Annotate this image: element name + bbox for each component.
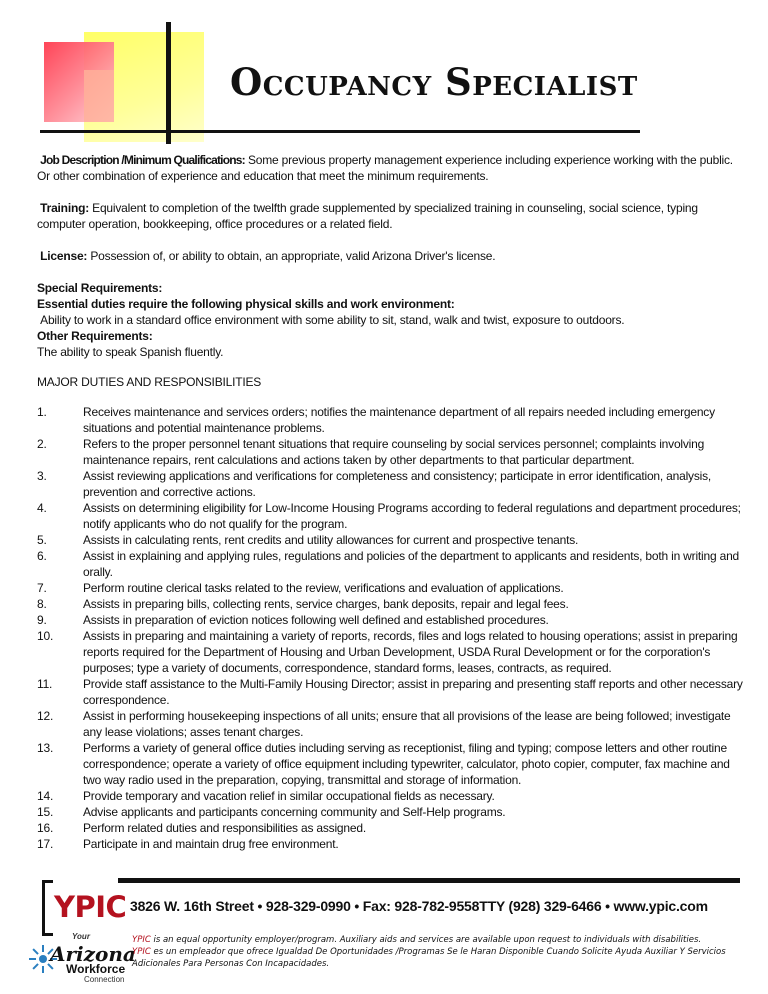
training-text: Equivalent to completion of the twelfth grade supplemented by specialized training in counseling, social science, typing computer operation, bookkeeping, office procedures or a related field.: [37, 201, 698, 231]
list-item-text: Performs a variety of general office duties including serving as receptionist, filing and typing; compose letters and other routine correspondence; operate a variety of office equipment including typewriter, calculator, photo copier, computer, fax machine and two way radio used in the preparation, copying, transmittal and storage of information.: [83, 741, 730, 787]
list-item: [37, 836, 745, 852]
training-section: [37, 200, 745, 232]
list-item: [37, 740, 745, 788]
list-item-text: Refers to the proper personnel tenant situations that require counseling by social services personnel; complaints involving maintenance repairs, rent calculations and actions taken by other departments to that particular department.: [83, 437, 705, 467]
list-item-text: Assists in preparing and maintaining a variety of reports, records, files and logs related to housing operations; assist in preparing reports required for the Department of Housing and Urban Development, USDA Rural Development or for the corporation's purposes; type a variety of documents, correspondence, standard forms, leases, contracts, as required.: [83, 629, 738, 675]
logo-connection-text: Connection: [84, 975, 125, 984]
list-item-text: Perform related duties and responsibilities as assigned.: [83, 821, 366, 835]
list-item-text: Assists on determining eligibility for Low-Income Housing Programs according to federal regulations and department procedures; notify applicants who do not qualify for the program.: [83, 501, 741, 531]
list-item-text: Assists in preparation of eviction notices following well defined and established procedures.: [83, 613, 549, 627]
list-item: [37, 436, 745, 468]
footer-rule: [118, 878, 740, 883]
list-item: [37, 708, 745, 740]
special-requirements-text-value: Ability to work in a standard office environment with some ability to sit, stand, walk and twist, exposure to outdoors.: [40, 313, 625, 327]
eo-spanish: [132, 946, 742, 970]
other-requirements-heading: Other Requirements:: [37, 329, 153, 343]
list-item-text: Participate in and maintain drug free environment.: [83, 837, 339, 851]
list-item: [37, 804, 745, 820]
list-item-number: 14.: [37, 789, 54, 803]
equal-opportunity-statement: [132, 934, 742, 970]
list-item-number: 15.: [37, 805, 54, 819]
list-item-text: Provide staff assistance to the Multi-Family Housing Director; assist in preparing and presenting staff reports and other necessary correspondence.: [83, 677, 743, 707]
list-item: [37, 580, 745, 596]
major-duties-heading: MAJOR DUTIES AND RESPONSIBILITIES: [37, 375, 262, 389]
list-item-number: 10.: [37, 629, 54, 643]
license-label: License:: [40, 249, 88, 263]
special-requirements-subheading: Essential duties require the following physical skills and work environment:: [37, 297, 455, 311]
list-item-text: Advise applicants and participants concerning community and Self-Help programs.: [83, 805, 506, 819]
list-item-number: 5.: [37, 533, 47, 547]
decorative-vertical-rule: [166, 22, 171, 144]
logo-bracket: [42, 880, 53, 936]
eo-spanish-text: es un empleador que ofrece Igualdad De Oportunidades /Programas Se le Haran Disponible Cuando Solicite Ayuda Auxiliar Y Servicios Adicionales Para Personas Con Incapacidades.: [132, 947, 726, 969]
arizona-workforce-logo: [28, 930, 136, 986]
list-item-number: 16.: [37, 821, 54, 835]
job-description-text: Some previous property management experience including experience working with the public. Or other combination of experience and education that meet the minimum requirements.: [37, 153, 733, 183]
list-item-number: 6.: [37, 549, 47, 563]
list-item: [37, 628, 745, 676]
list-item-number: 17.: [37, 837, 54, 851]
logo-arizona-text: Arizona: [50, 942, 136, 966]
list-item: [37, 788, 745, 804]
logo-workforce-text: Workforce: [66, 962, 126, 976]
list-item-text: Provide temporary and vacation relief in similar occupational fields as necessary.: [83, 789, 495, 803]
list-item: [37, 596, 745, 612]
list-item-text: Assist in performing housekeeping inspections of all units; ensure that all provisions of the lease are being followed; investigate any lease violations; asses tenant charges.: [83, 709, 731, 739]
eo-english-text: is an equal opportunity employer/program. Auxiliary aids and services are available upon request to individuals with disabilities.: [150, 935, 702, 945]
list-item-number: 11.: [37, 677, 53, 691]
list-item: [37, 548, 745, 580]
license-section: [37, 248, 745, 264]
logo-your-text: Your: [72, 932, 90, 941]
ypic-logo-text: YPIC: [54, 890, 127, 924]
special-requirements-text: [37, 312, 745, 328]
list-item: [37, 612, 745, 628]
header-rule: [40, 130, 640, 133]
list-item: [37, 500, 745, 532]
license-text: Possession of, or ability to obtain, an appropriate, valid Arizona Driver's license.: [90, 249, 496, 263]
other-requirements-text: The ability to speak Spanish fluently.: [37, 345, 224, 359]
list-item: [37, 468, 745, 500]
list-item: [37, 404, 745, 436]
list-item-text: Assists in preparing bills, collecting rents, service charges, bank deposits, repair and legal fees.: [83, 597, 569, 611]
list-item-number: 3.: [37, 469, 47, 483]
list-item: [37, 820, 745, 836]
list-item-text: Assist reviewing applications and verifications for completeness and consistency; participate in error identification, analysis, prevention and corrective actions.: [83, 469, 712, 499]
training-label: Training:: [40, 201, 90, 215]
list-item-number: 1.: [37, 405, 47, 419]
list-item: [37, 532, 745, 548]
duties-list: [37, 404, 745, 852]
list-item-text: Assist in explaining and applying rules, regulations and policies of the department to applicants and residents, both in writing and orally.: [83, 549, 740, 579]
list-item-number: 2.: [37, 437, 47, 451]
list-item-number: 9.: [37, 613, 47, 627]
eo-english: [132, 934, 742, 946]
list-item-text: Assists in calculating rents, rent credits and utility allowances for current and prospective tenants.: [83, 533, 579, 547]
page-title: Occupancy Specialist: [230, 60, 638, 104]
list-item-text: Perform routine clerical tasks related to the review, verifications and evaluation of applications.: [83, 581, 564, 595]
list-item-number: 7.: [37, 581, 47, 595]
footer-contact-line: 3826 W. 16th Street • 928-329-0990 • Fax: 928-782-9558TTY (928) 329-6466 • www.ypic.com: [130, 898, 708, 914]
list-item-number: 13.: [37, 741, 54, 755]
eo-brand: YPIC: [132, 947, 151, 957]
decorative-overlap-square: [84, 70, 114, 122]
list-item-number: 12.: [37, 709, 54, 723]
special-requirements-heading: Special Requirements:: [37, 281, 163, 295]
ypic-logo: [38, 880, 127, 936]
list-item-number: 8.: [37, 597, 47, 611]
list-item-text: Receives maintenance and services orders; notifies the maintenance department of all repairs needed including emergency situations and potential maintenance problems.: [83, 405, 715, 435]
job-description-section: [37, 152, 745, 184]
job-description-body: [37, 152, 745, 852]
requirements-section: [37, 280, 745, 360]
list-item: [37, 676, 745, 708]
list-item-number: 4.: [37, 501, 47, 515]
eo-brand: YPIC: [132, 935, 151, 945]
job-description-label: Job Description /Minimum Qualifications:: [40, 153, 245, 167]
